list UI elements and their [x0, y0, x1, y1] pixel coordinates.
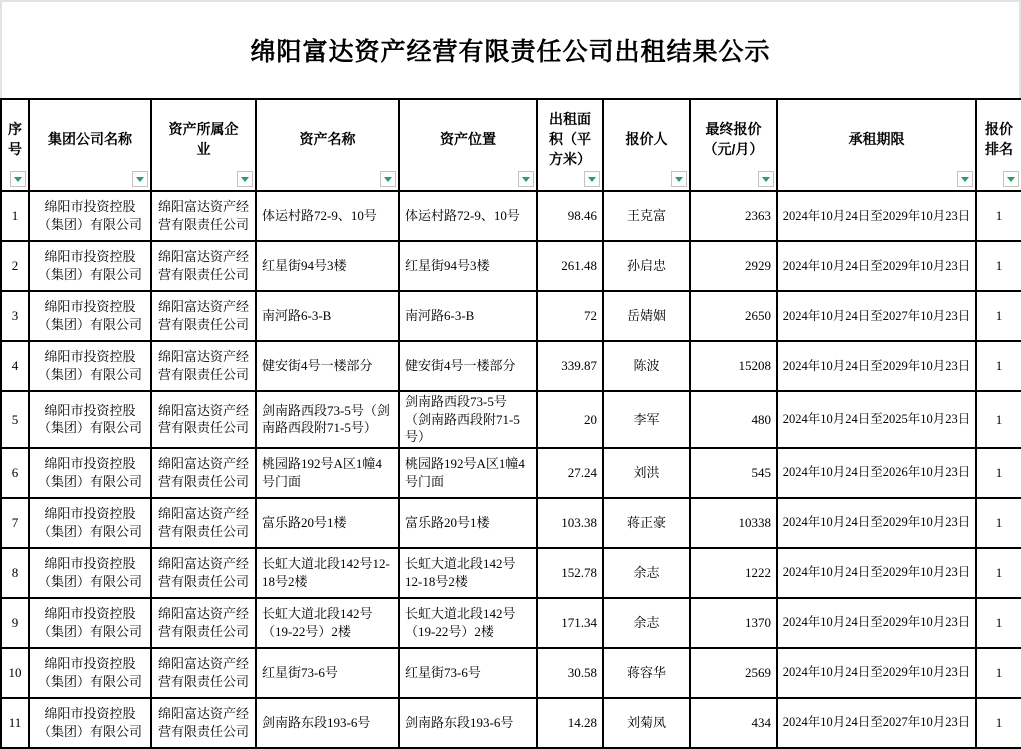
cell-asset-name: 富乐路20号1楼 [256, 498, 399, 548]
cell-asset-location: 长虹大道北段142号12-18号2楼 [399, 548, 537, 598]
cell-area: 98.46 [537, 191, 603, 241]
table-row [1, 598, 1021, 648]
cell-index: 5 [1, 391, 29, 448]
cell-index: 8 [1, 548, 29, 598]
cell-lease-term: 2024年10月24日至2029年10月23日 [777, 548, 976, 598]
cell-group-company: 绵阳市投资控股（集团）有限公司 [29, 648, 151, 698]
cell-asset-owner: 绵阳富达资产经营有限责任公司 [151, 648, 256, 698]
column-header-label: 序号 [8, 120, 22, 157]
cell-asset-name: 剑南路东段193-6号 [256, 698, 399, 748]
cell-bidder: 王克富 [603, 191, 690, 241]
document-title-area [0, 0, 1021, 98]
cell-asset-name: 红星街94号3楼 [256, 241, 399, 291]
filter-dropdown-icon [241, 177, 249, 182]
cell-group-company: 绵阳市投资控股（集团）有限公司 [29, 341, 151, 391]
cell-asset-location: 体运村路72-9、10号 [399, 191, 537, 241]
cell-area: 152.78 [537, 548, 603, 598]
cell-lease-term: 2024年10月24日至2025年10月23日 [777, 391, 976, 448]
filter-button-asset-owner[interactable] [237, 171, 253, 187]
cell-asset-location: 桃园路192号A区1幢4号门面 [399, 448, 537, 498]
cell-group-company: 绵阳市投资控股（集团）有限公司 [29, 548, 151, 598]
column-header-asset-owner [151, 99, 256, 191]
cell-asset-owner: 绵阳富达资产经营有限责任公司 [151, 391, 256, 448]
cell-asset-owner: 绵阳富达资产经营有限责任公司 [151, 498, 256, 548]
cell-index: 11 [1, 698, 29, 748]
cell-lease-term: 2024年10月24日至2027年10月23日 [777, 291, 976, 341]
column-header-asset-location [399, 99, 537, 191]
cell-asset-owner: 绵阳富达资产经营有限责任公司 [151, 698, 256, 748]
cell-rank: 1 [976, 548, 1021, 598]
cell-rank: 1 [976, 191, 1021, 241]
filter-button-final-price[interactable] [758, 171, 774, 187]
filter-button-bidder[interactable] [671, 171, 687, 187]
filter-dropdown-icon [14, 177, 22, 182]
column-header-label: 资产所属企业 [168, 120, 239, 157]
cell-bidder: 余志 [603, 598, 690, 648]
column-header-label: 承租期限 [848, 130, 905, 147]
cell-lease-term: 2024年10月24日至2029年10月23日 [777, 241, 976, 291]
cell-index: 3 [1, 291, 29, 341]
cell-final-price: 1222 [690, 548, 777, 598]
filter-dropdown-icon [384, 177, 392, 182]
cell-asset-location: 剑南路西段73-5号（剑南路西段附71-5号） [399, 391, 537, 448]
cell-area: 339.87 [537, 341, 603, 391]
cell-asset-name: 体运村路72-9、10号 [256, 191, 399, 241]
cell-area: 27.24 [537, 448, 603, 498]
cell-lease-term: 2024年10月24日至2027年10月23日 [777, 698, 976, 748]
table-header-row [1, 99, 1021, 191]
cell-rank: 1 [976, 598, 1021, 648]
filter-button-asset-name[interactable] [380, 171, 396, 187]
table-row [1, 648, 1021, 698]
cell-bidder: 刘菊凤 [603, 698, 690, 748]
cell-asset-location: 长虹大道北段142号（19-22号）2楼 [399, 598, 537, 648]
page-title: 绵阳富达资产经营有限责任公司出租结果公示 [250, 38, 771, 66]
table-row [1, 448, 1021, 498]
column-header-asset-name [256, 99, 399, 191]
column-header-label: 报价人 [625, 130, 668, 147]
table-row [1, 341, 1021, 391]
cell-index: 10 [1, 648, 29, 698]
cell-lease-term: 2024年10月24日至2029年10月23日 [777, 648, 976, 698]
column-header-label: 资产位置 [440, 130, 496, 147]
filter-dropdown-icon [588, 177, 596, 182]
cell-final-price: 2650 [690, 291, 777, 341]
cell-asset-location: 富乐路20号1楼 [399, 498, 537, 548]
filter-dropdown-icon [522, 177, 530, 182]
filter-button-lease-term[interactable] [957, 171, 973, 187]
cell-asset-name: 长虹大道北段142号（19-22号）2楼 [256, 598, 399, 648]
column-header-group-company [29, 99, 151, 191]
cell-final-price: 10338 [690, 498, 777, 548]
cell-group-company: 绵阳市投资控股（集团）有限公司 [29, 498, 151, 548]
cell-rank: 1 [976, 698, 1021, 748]
cell-final-price: 545 [690, 448, 777, 498]
column-header-label: 最终报价（元/月） [703, 120, 764, 157]
cell-group-company: 绵阳市投资控股（集团）有限公司 [29, 391, 151, 448]
cell-index: 9 [1, 598, 29, 648]
cell-group-company: 绵阳市投资控股（集团）有限公司 [29, 241, 151, 291]
filter-button-asset-location[interactable] [518, 171, 534, 187]
filter-button-area[interactable] [584, 171, 600, 187]
column-header-index [1, 99, 29, 191]
cell-index: 2 [1, 241, 29, 291]
filter-button-group-company[interactable] [132, 171, 148, 187]
filter-dropdown-icon [762, 177, 770, 182]
cell-bidder: 李军 [603, 391, 690, 448]
rental-results-table [0, 98, 1021, 749]
cell-index: 6 [1, 448, 29, 498]
filter-dropdown-icon [961, 177, 969, 182]
cell-area: 30.58 [537, 648, 603, 698]
cell-final-price: 1370 [690, 598, 777, 648]
column-header-label: 报价排名 [985, 120, 1013, 157]
cell-asset-owner: 绵阳富达资产经营有限责任公司 [151, 341, 256, 391]
cell-asset-owner: 绵阳富达资产经营有限责任公司 [151, 191, 256, 241]
cell-rank: 1 [976, 291, 1021, 341]
cell-asset-owner: 绵阳富达资产经营有限责任公司 [151, 598, 256, 648]
cell-rank: 1 [976, 341, 1021, 391]
cell-asset-owner: 绵阳富达资产经营有限责任公司 [151, 448, 256, 498]
cell-asset-location: 剑南路东段193-6号 [399, 698, 537, 748]
cell-area: 103.38 [537, 498, 603, 548]
cell-bidder: 蒋正豪 [603, 498, 690, 548]
cell-group-company: 绵阳市投资控股（集团）有限公司 [29, 291, 151, 341]
cell-bidder: 孙启忠 [603, 241, 690, 291]
cell-asset-owner: 绵阳富达资产经营有限责任公司 [151, 548, 256, 598]
cell-asset-location: 南河路6-3-B [399, 291, 537, 341]
cell-asset-location: 红星街94号3楼 [399, 241, 537, 291]
cell-rank: 1 [976, 391, 1021, 448]
cell-final-price: 2363 [690, 191, 777, 241]
cell-rank: 1 [976, 241, 1021, 291]
cell-final-price: 15208 [690, 341, 777, 391]
cell-asset-name: 南河路6-3-B [256, 291, 399, 341]
cell-group-company: 绵阳市投资控股（集团）有限公司 [29, 598, 151, 648]
cell-lease-term: 2024年10月24日至2029年10月23日 [777, 191, 976, 241]
cell-asset-name: 剑南路西段73-5号（剑南路西段附71-5号） [256, 391, 399, 448]
table-row [1, 291, 1021, 341]
filter-dropdown-icon [136, 177, 144, 182]
cell-area: 171.34 [537, 598, 603, 648]
cell-bidder: 陈波 [603, 341, 690, 391]
cell-bidder: 刘洪 [603, 448, 690, 498]
cell-asset-name: 红星街73-6号 [256, 648, 399, 698]
table-row [1, 191, 1021, 241]
column-header-label: 出租面积（平方米） [549, 110, 591, 168]
cell-final-price: 2929 [690, 241, 777, 291]
cell-rank: 1 [976, 448, 1021, 498]
cell-lease-term: 2024年10月24日至2029年10月23日 [777, 598, 976, 648]
cell-lease-term: 2024年10月24日至2029年10月23日 [777, 341, 976, 391]
cell-bidder: 蒋容华 [603, 648, 690, 698]
cell-final-price: 480 [690, 391, 777, 448]
cell-index: 1 [1, 191, 29, 241]
table-row [1, 241, 1021, 291]
table-row [1, 391, 1021, 448]
cell-bidder: 余志 [603, 548, 690, 598]
cell-asset-name: 健安街4号一楼部分 [256, 341, 399, 391]
column-header-area [537, 99, 603, 191]
cell-asset-name: 长虹大道北段142号12-18号2楼 [256, 548, 399, 598]
table-row [1, 548, 1021, 598]
cell-final-price: 2569 [690, 648, 777, 698]
filter-dropdown-icon [1007, 177, 1015, 182]
table-row [1, 698, 1021, 748]
cell-final-price: 434 [690, 698, 777, 748]
cell-area: 72 [537, 291, 603, 341]
column-header-label: 资产名称 [299, 130, 356, 147]
cell-asset-location: 健安街4号一楼部分 [399, 341, 537, 391]
cell-asset-name: 桃园路192号A区1幢4号门面 [256, 448, 399, 498]
column-header-bidder [603, 99, 690, 191]
cell-lease-term: 2024年10月24日至2026年10月23日 [777, 448, 976, 498]
cell-index: 4 [1, 341, 29, 391]
cell-area: 20 [537, 391, 603, 448]
cell-rank: 1 [976, 648, 1021, 698]
cell-rank: 1 [976, 498, 1021, 548]
column-header-rank [976, 99, 1021, 191]
cell-asset-owner: 绵阳富达资产经营有限责任公司 [151, 291, 256, 341]
table-row [1, 498, 1021, 548]
cell-group-company: 绵阳市投资控股（集团）有限公司 [29, 191, 151, 241]
cell-asset-location: 红星街73-6号 [399, 648, 537, 698]
cell-area: 14.28 [537, 698, 603, 748]
cell-bidder: 岳婧姻 [603, 291, 690, 341]
filter-dropdown-icon [675, 177, 683, 182]
cell-group-company: 绵阳市投资控股（集团）有限公司 [29, 448, 151, 498]
column-header-lease-term [777, 99, 976, 191]
column-header-label: 集团公司名称 [48, 130, 132, 147]
column-header-final-price [690, 99, 777, 191]
cell-asset-owner: 绵阳富达资产经营有限责任公司 [151, 241, 256, 291]
filter-button-rank[interactable] [1003, 171, 1019, 187]
cell-group-company: 绵阳市投资控股（集团）有限公司 [29, 698, 151, 748]
filter-button-index[interactable] [10, 171, 26, 187]
cell-lease-term: 2024年10月24日至2029年10月23日 [777, 498, 976, 548]
cell-index: 7 [1, 498, 29, 548]
cell-area: 261.48 [537, 241, 603, 291]
